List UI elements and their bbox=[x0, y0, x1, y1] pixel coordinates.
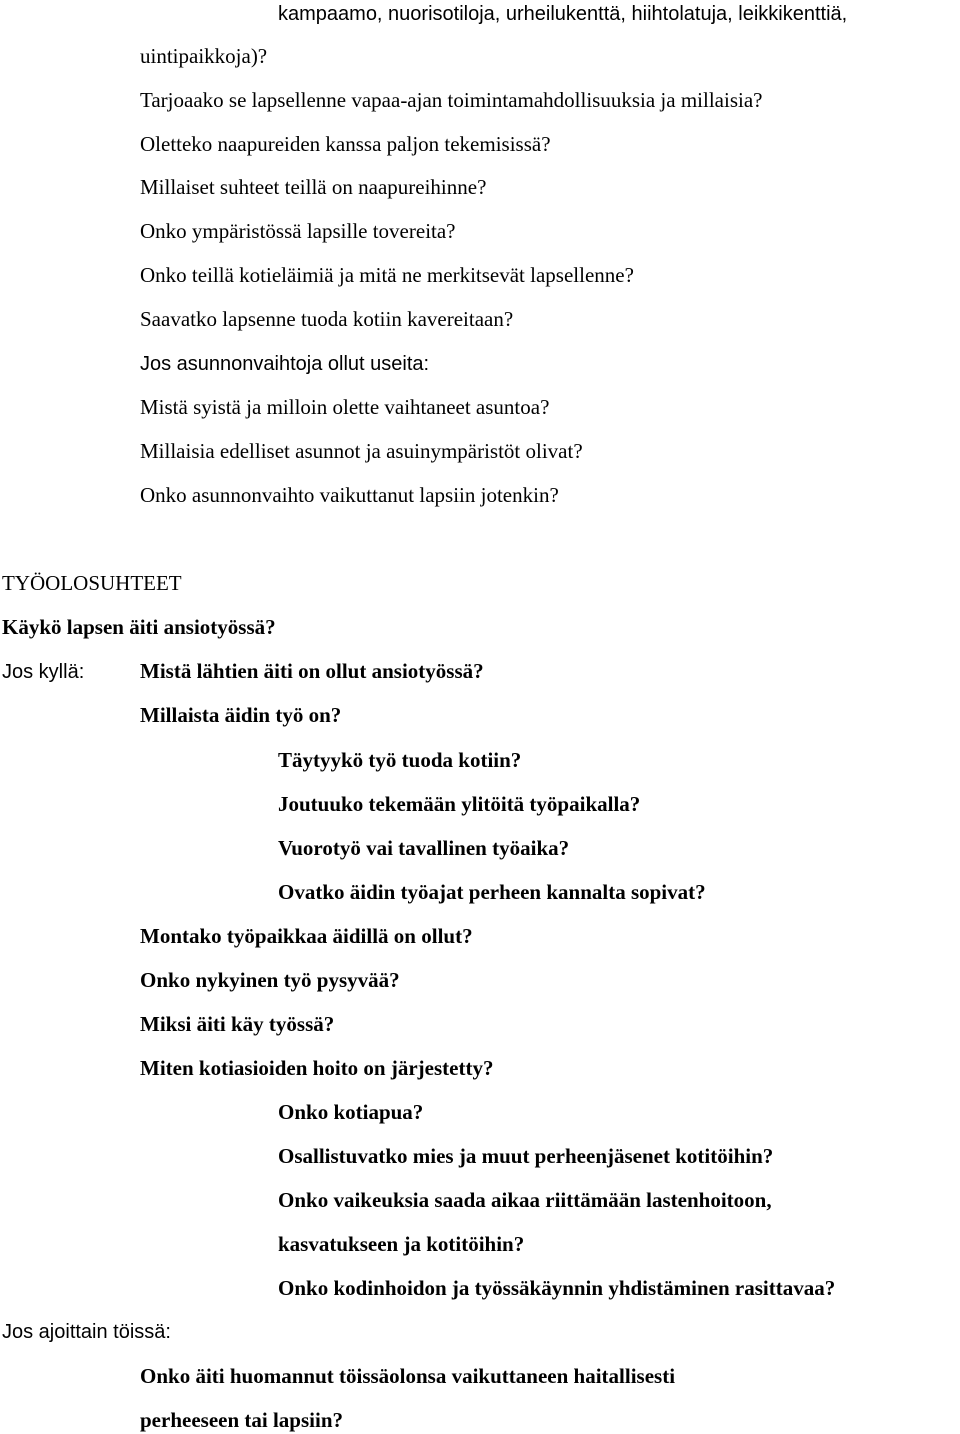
text-line: Mistä syistä ja milloin olette vaihtaneet asuntoa? bbox=[140, 395, 550, 419]
question-line: Onko kodinhoidon ja työssäkäynnin yhdistäminen rasittavaa? bbox=[278, 1276, 836, 1300]
question-line: kasvatukseen ja kotitöihin? bbox=[278, 1232, 525, 1256]
question-line: Onko nykyinen työ pysyvää? bbox=[140, 968, 400, 992]
text-line: Millaiset suhteet teillä on naapureihinne? bbox=[140, 175, 487, 199]
question-line: Ovatko äidin työajat perheen kannalta sopivat? bbox=[278, 880, 706, 904]
condition-label: Jos kyllä: bbox=[2, 661, 85, 683]
question-line: Onko äiti huomannut töissäolonsa vaikuttaneen haitallisesti bbox=[140, 1364, 676, 1388]
question-line: Miksi äiti käy työssä? bbox=[140, 1012, 335, 1036]
text-line: Saavatko lapsenne tuoda kotiin kavereitaan? bbox=[140, 307, 514, 331]
text-line: Millaisia edelliset asunnot ja asuinympäristöt olivat? bbox=[140, 439, 583, 463]
text-line: Onko asunnonvaihto vaikuttanut lapsiin jotenkin? bbox=[140, 483, 559, 507]
text-line: Onko teillä kotieläimiä ja mitä ne merkitsevät lapsellenne? bbox=[140, 263, 634, 287]
section-heading: TYÖOLOSUHTEET bbox=[2, 571, 182, 595]
question-line: Montako työpaikkaa äidillä on ollut? bbox=[140, 924, 473, 948]
question-line: Käykö lapsen äiti ansiotyössä? bbox=[2, 615, 276, 639]
question-line: Millaista äidin työ on? bbox=[140, 703, 342, 727]
subheading: Jos asunnonvaihtoja ollut useita: bbox=[140, 353, 430, 375]
question-line: Mistä lähtien äiti on ollut ansiotyössä? bbox=[140, 659, 484, 683]
question-line: Onko kotiapua? bbox=[278, 1100, 424, 1124]
question-line: Joutuuko tekemään ylitöitä työpaikalla? bbox=[278, 792, 641, 816]
text-line: Tarjoaako se lapsellenne vapaa-ajan toimintamahdollisuuksia ja millaisia? bbox=[140, 88, 763, 112]
question-line: perheeseen tai lapsiin? bbox=[140, 1408, 343, 1432]
question-line: Osallistuvatko mies ja muut perheenjäsenet kotitöihin? bbox=[278, 1144, 774, 1168]
question-line: Täytyykö työ tuoda kotiin? bbox=[278, 748, 522, 772]
condition-label: Jos ajoittain töissä: bbox=[2, 1321, 171, 1343]
question-line: Onko vaikeuksia saada aikaa riittämään lastenhoitoon, bbox=[278, 1188, 772, 1212]
question-line: Vuorotyö vai tavallinen työaika? bbox=[278, 836, 570, 860]
text-line: uintipaikkoja)? bbox=[140, 44, 268, 68]
text-line: kampaamo, nuorisotiloja, urheilukenttä, hiihtolatuja, leikkikenttiä, bbox=[278, 3, 848, 25]
text-line: Oletteko naapureiden kanssa paljon tekemisissä? bbox=[140, 132, 551, 156]
text-line: Onko ympäristössä lapsille tovereita? bbox=[140, 219, 456, 243]
question-line: Miten kotiasioiden hoito on järjestetty? bbox=[140, 1056, 494, 1080]
